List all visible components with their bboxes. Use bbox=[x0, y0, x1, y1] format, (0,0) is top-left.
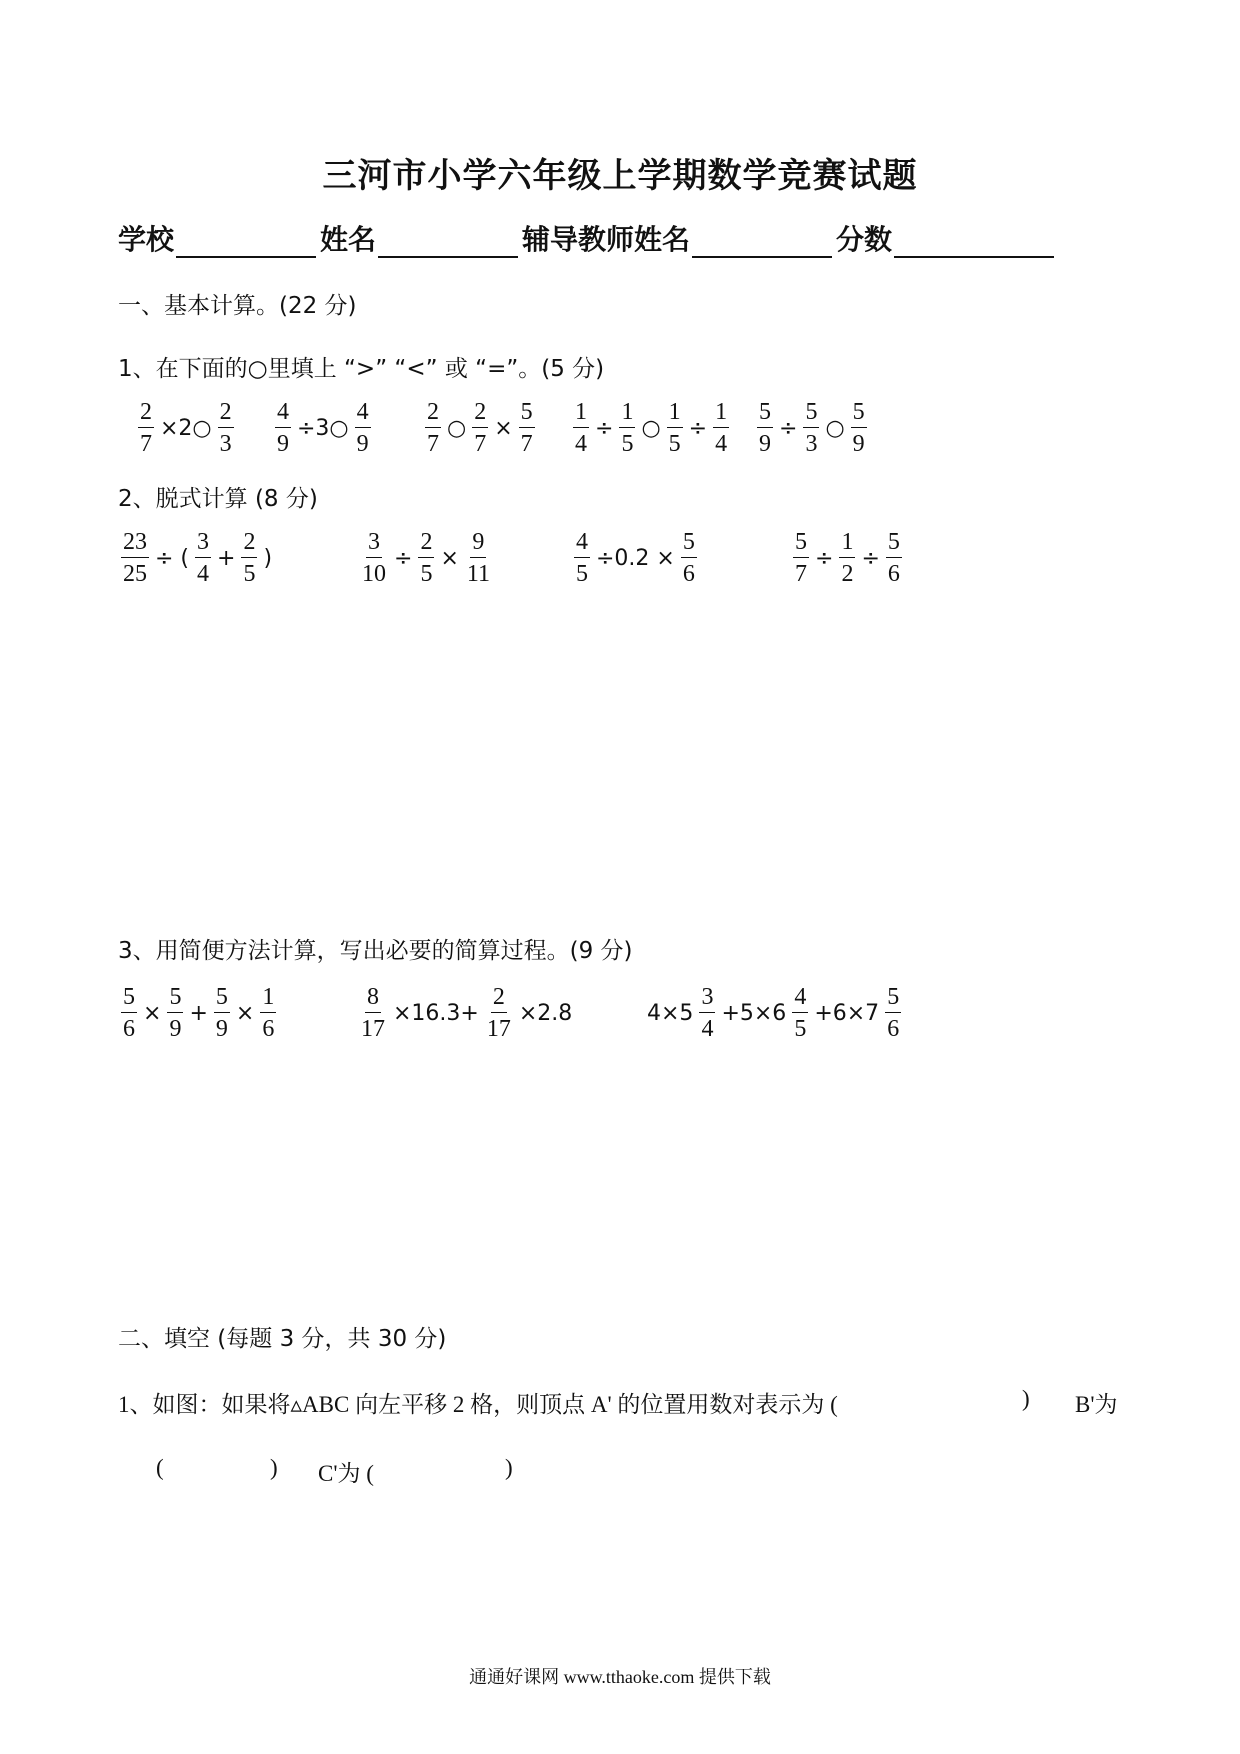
fraction bbox=[839, 530, 855, 586]
denominator: 11 bbox=[466, 561, 490, 587]
numerator: 3 bbox=[195, 530, 211, 558]
fill-q1-b-close: ) bbox=[270, 1455, 278, 1480]
q2-expression bbox=[790, 530, 905, 586]
denominator: 17 bbox=[486, 1016, 511, 1042]
denominator: 7 bbox=[795, 561, 807, 587]
operator-text: ÷3○ bbox=[297, 415, 349, 441]
numerator: 1 bbox=[573, 400, 589, 428]
denominator: 4 bbox=[701, 1016, 714, 1042]
q1-expression bbox=[272, 400, 374, 456]
operator-text: ×2○ bbox=[160, 415, 212, 441]
fraction bbox=[681, 530, 697, 586]
operator-text: × bbox=[440, 545, 459, 571]
denominator: 17 bbox=[361, 1016, 385, 1042]
fraction bbox=[619, 400, 635, 456]
section2-heading: 二、填空 (每题 3 分，共 30 分) bbox=[118, 1326, 447, 1352]
q2-expression bbox=[571, 530, 700, 586]
numerator: 5 bbox=[803, 400, 819, 428]
operator-text: ○ bbox=[825, 415, 845, 441]
operator-text: ×2.8 bbox=[518, 1000, 573, 1026]
operator-text: ÷0.2 × bbox=[596, 545, 675, 571]
fraction bbox=[214, 985, 230, 1041]
numerator: 4 bbox=[355, 400, 371, 428]
operator-text: +5×6 bbox=[721, 1000, 787, 1026]
operator-text: ÷ bbox=[394, 545, 413, 571]
fraction bbox=[485, 985, 513, 1041]
numerator: 23 bbox=[121, 530, 149, 558]
denominator: 5 bbox=[576, 561, 588, 587]
denominator: 6 bbox=[262, 1016, 275, 1042]
numerator: 1 bbox=[839, 530, 855, 558]
operator-text: ÷ ( bbox=[155, 545, 190, 571]
fraction bbox=[757, 400, 773, 456]
fraction bbox=[359, 985, 387, 1041]
numerator: 5 bbox=[681, 530, 697, 558]
fraction bbox=[713, 400, 729, 456]
denominator: 7 bbox=[474, 431, 487, 457]
numerator: 3 bbox=[699, 985, 715, 1013]
operator-text: ○ bbox=[641, 415, 661, 441]
denominator: 9 bbox=[356, 431, 369, 457]
q1-expression bbox=[570, 400, 732, 456]
denominator: 9 bbox=[759, 431, 771, 457]
operator-text: × bbox=[494, 415, 513, 441]
fill-q1-c-label: C'为 ( bbox=[318, 1461, 374, 1486]
fraction bbox=[574, 530, 590, 586]
numerator: 4 bbox=[275, 400, 291, 428]
score-blank bbox=[894, 226, 1054, 258]
operator-text: ○ bbox=[447, 415, 467, 441]
fraction bbox=[699, 985, 715, 1041]
fraction bbox=[167, 985, 183, 1041]
q3-expression bbox=[644, 985, 904, 1041]
school-label: 学校 bbox=[118, 223, 175, 256]
operator-text: ÷ bbox=[688, 415, 708, 441]
numerator: 5 bbox=[793, 530, 809, 558]
denominator: 5 bbox=[621, 431, 634, 457]
q1-instruction: 1、在下面的○里填上 “>” “<” 或 “=”。(5 分) bbox=[118, 356, 605, 382]
fraction bbox=[218, 400, 234, 456]
numerator: 5 bbox=[214, 985, 230, 1013]
denominator: 3 bbox=[219, 431, 232, 457]
numerator: 2 bbox=[491, 985, 507, 1013]
fraction bbox=[792, 985, 808, 1041]
section1-heading: 一、基本计算。(22 分) bbox=[118, 293, 357, 319]
fraction bbox=[472, 400, 488, 456]
fraction bbox=[260, 985, 276, 1041]
fill-q1-c-close: ) bbox=[505, 1455, 513, 1480]
operator-text: 4×5 bbox=[647, 1000, 694, 1026]
operator-text: + bbox=[189, 1000, 208, 1026]
q2-expression bbox=[357, 530, 495, 586]
numerator: 2 bbox=[241, 530, 257, 558]
denominator: 4 bbox=[197, 561, 210, 587]
numerator: 2 bbox=[425, 400, 441, 428]
denominator: 7 bbox=[427, 431, 439, 457]
numerator: 3 bbox=[366, 530, 382, 558]
denominator: 9 bbox=[215, 1016, 228, 1042]
numerator: 8 bbox=[365, 985, 381, 1013]
fraction bbox=[885, 985, 901, 1041]
fraction bbox=[138, 400, 154, 456]
q2-instruction: 2、脱式计算 (8 分) bbox=[118, 486, 318, 512]
denominator: 4 bbox=[575, 431, 587, 457]
teacher-blank bbox=[692, 226, 832, 258]
name-label: 姓名 bbox=[320, 223, 377, 256]
fraction bbox=[121, 530, 149, 586]
denominator: 7 bbox=[140, 431, 152, 457]
operator-text: ÷ bbox=[815, 545, 834, 571]
denominator: 9 bbox=[169, 1016, 182, 1042]
numerator: 5 bbox=[886, 530, 902, 558]
fraction bbox=[851, 400, 867, 456]
fraction bbox=[355, 400, 371, 456]
numerator: 1 bbox=[260, 985, 276, 1013]
denominator: 5 bbox=[420, 561, 433, 587]
operator-text: +6×7 bbox=[814, 1000, 880, 1026]
numerator: 5 bbox=[757, 400, 773, 428]
numerator: 4 bbox=[574, 530, 590, 558]
q3-instruction: 3、用简便方法计算，写出必要的简算过程。(9 分) bbox=[118, 938, 633, 964]
operator-text: × bbox=[143, 1000, 162, 1026]
denominator: 9 bbox=[852, 431, 865, 457]
q3-expression bbox=[118, 985, 279, 1041]
denominator: 5 bbox=[794, 1016, 807, 1042]
denominator: 25 bbox=[123, 561, 147, 587]
numerator: 5 bbox=[851, 400, 867, 428]
numerator: 1 bbox=[713, 400, 729, 428]
operator-text: × bbox=[235, 1000, 255, 1026]
teacher-label: 辅导教师姓名 bbox=[522, 223, 691, 256]
numerator: 9 bbox=[470, 530, 486, 558]
operator-text: + bbox=[217, 545, 236, 571]
denominator: 9 bbox=[277, 431, 289, 457]
fraction bbox=[667, 400, 683, 456]
page-title: 三河市小学六年级上学期数学竞赛试题 bbox=[322, 156, 918, 196]
denominator: 6 bbox=[887, 561, 900, 587]
fill-q1-text: 1、如图：如果将▵ABC 向左平移 2 格，则顶点 A' 的位置用数对表示为 ( bbox=[118, 1392, 838, 1417]
fraction bbox=[121, 985, 137, 1041]
name-blank bbox=[378, 226, 518, 258]
operator-text: ÷ bbox=[779, 415, 798, 441]
fraction bbox=[241, 530, 257, 586]
numerator: 2 bbox=[138, 400, 154, 428]
denominator: 5 bbox=[243, 561, 256, 587]
numerator: 2 bbox=[418, 530, 434, 558]
fill-q1-paren-close: ) bbox=[1022, 1386, 1030, 1411]
fill-q1-b-open: ( bbox=[156, 1455, 164, 1480]
fraction bbox=[793, 530, 809, 586]
numerator: 5 bbox=[885, 985, 901, 1013]
operator-text: ) bbox=[263, 545, 273, 571]
numerator: 2 bbox=[218, 400, 234, 428]
numerator: 2 bbox=[472, 400, 488, 428]
denominator: 10 bbox=[362, 561, 386, 587]
operator-text: ÷ bbox=[595, 415, 614, 441]
fraction bbox=[195, 530, 211, 586]
denominator: 3 bbox=[805, 431, 818, 457]
q1-expression bbox=[754, 400, 870, 456]
q1-expression bbox=[422, 400, 538, 456]
numerator: 5 bbox=[519, 400, 535, 428]
footer-source: 通通好课网 www.tthaoke.com 提供下载 bbox=[469, 1667, 771, 1687]
fraction bbox=[573, 400, 589, 456]
numerator: 5 bbox=[121, 985, 137, 1013]
fraction bbox=[425, 400, 441, 456]
fill-q1-b-label: B'为 bbox=[1075, 1392, 1118, 1417]
numerator: 5 bbox=[167, 985, 183, 1013]
score-label: 分数 bbox=[836, 223, 893, 256]
numerator: 1 bbox=[619, 400, 635, 428]
fraction bbox=[803, 400, 819, 456]
denominator: 7 bbox=[520, 431, 533, 457]
numerator: 4 bbox=[792, 985, 808, 1013]
denominator: 6 bbox=[682, 561, 695, 587]
denominator: 6 bbox=[123, 1016, 135, 1042]
fraction bbox=[360, 530, 388, 586]
operator-text: ÷ bbox=[861, 545, 880, 571]
fraction bbox=[519, 400, 535, 456]
fraction bbox=[886, 530, 902, 586]
q1-expression bbox=[135, 400, 237, 456]
denominator: 5 bbox=[668, 431, 681, 457]
student-info-header bbox=[118, 218, 1058, 258]
denominator: 6 bbox=[887, 1016, 900, 1042]
operator-text: ×16.3+ bbox=[393, 1000, 479, 1026]
q3-expression bbox=[356, 985, 575, 1041]
numerator: 1 bbox=[667, 400, 683, 428]
q2-expression bbox=[118, 530, 275, 586]
fraction bbox=[465, 530, 492, 586]
fraction bbox=[418, 530, 434, 586]
school-blank bbox=[176, 226, 316, 258]
denominator: 4 bbox=[715, 431, 728, 457]
fraction bbox=[275, 400, 291, 456]
denominator: 2 bbox=[841, 561, 854, 587]
